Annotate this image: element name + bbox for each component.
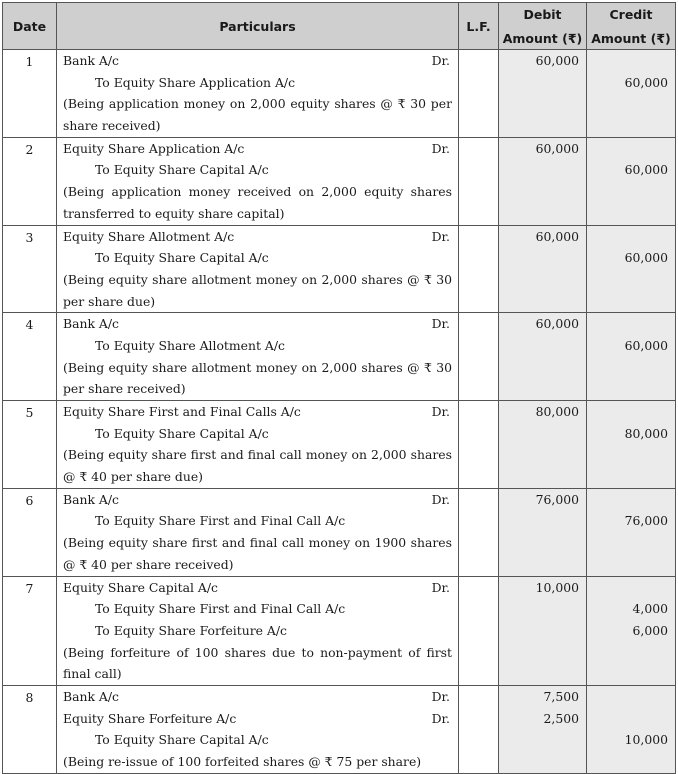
dr-label: Dr. bbox=[431, 140, 450, 156]
header-credit-line2: Amount (₹) bbox=[591, 30, 671, 46]
narration-line: (Being application money received on 2,000 equity shares bbox=[63, 184, 452, 200]
debit-amount: 60,000 bbox=[535, 316, 579, 332]
dr-label: Dr. bbox=[431, 228, 450, 244]
debit-amount: 7,500 bbox=[543, 688, 579, 704]
entry-credit bbox=[587, 401, 676, 489]
entry-credit bbox=[587, 313, 676, 401]
entry-debit bbox=[499, 576, 587, 685]
entry-lf bbox=[459, 225, 499, 313]
entry-particulars bbox=[57, 137, 459, 225]
entry-lf bbox=[459, 50, 499, 138]
entry-particulars bbox=[57, 225, 459, 313]
journal-entry-8 bbox=[3, 685, 676, 773]
narration-line: (Being re-issue of 100 forfeited shares @ ₹ 75 per share) bbox=[63, 754, 422, 769]
debit-account-line bbox=[63, 401, 452, 423]
header-date: Date bbox=[3, 3, 57, 50]
debit-amount: 60,000 bbox=[535, 228, 579, 244]
credit-amount: 76,000 bbox=[624, 513, 668, 529]
narration-line: @ ₹ 40 per share due) bbox=[63, 469, 203, 485]
credit-amount: 60,000 bbox=[624, 74, 668, 90]
credit-amount: 4,000 bbox=[632, 601, 668, 617]
journal-entry-4 bbox=[3, 313, 676, 401]
entry-credit bbox=[587, 488, 676, 576]
entry-lf bbox=[459, 313, 499, 401]
debit-amount: 60,000 bbox=[535, 53, 579, 68]
narration-line: per share due) bbox=[63, 293, 156, 309]
journal-entry-3 bbox=[3, 225, 676, 313]
journal-entry-2 bbox=[3, 137, 676, 225]
debit-account: Equity Share Forfeiture A/c bbox=[63, 710, 237, 726]
entry-lf bbox=[459, 488, 499, 576]
credit-amount: 60,000 bbox=[624, 162, 668, 178]
entry-date: 4 bbox=[3, 313, 57, 401]
credit-account: To Equity Share First and Final Call A/c bbox=[95, 601, 346, 617]
entry-credit bbox=[587, 225, 676, 313]
dr-label: Dr. bbox=[431, 710, 450, 726]
narration-line: (Being application money on 2,000 equity shares @ ₹ 30 per bbox=[63, 96, 452, 112]
entry-credit bbox=[587, 685, 676, 773]
entry-date: 2 bbox=[3, 137, 57, 225]
entry-date: 7 bbox=[3, 576, 57, 685]
narration-line: per share received) bbox=[63, 381, 186, 397]
entry-credit bbox=[587, 137, 676, 225]
debit-amount: 60,000 bbox=[535, 140, 579, 156]
narration-line: (Being forfeiture of 100 shares due to non-payment of first bbox=[63, 644, 452, 660]
debit-account: Bank A/c bbox=[63, 688, 119, 704]
entry-date: 6 bbox=[3, 488, 57, 576]
dr-label: Dr. bbox=[431, 579, 450, 595]
debit-account-line bbox=[63, 708, 452, 730]
entry-debit bbox=[499, 137, 587, 225]
debit-account: Equity Share Allotment A/c bbox=[63, 228, 235, 244]
credit-amount: 80,000 bbox=[624, 425, 668, 441]
debit-account-line bbox=[63, 138, 452, 160]
journal-entry-6 bbox=[3, 488, 676, 576]
entry-lf bbox=[459, 576, 499, 685]
entry-date: 1 bbox=[3, 50, 57, 138]
narration-line: @ ₹ 40 per share received) bbox=[63, 556, 234, 572]
narration-line: (Being equity share allotment money on 2,000 shares @ ₹ 30 bbox=[63, 271, 452, 287]
credit-account: To Equity Share First and Final Call A/c bbox=[95, 513, 346, 529]
entry-particulars bbox=[57, 50, 459, 138]
debit-account: Bank A/c bbox=[63, 491, 119, 507]
debit-account-line bbox=[63, 489, 452, 511]
dr-label: Dr. bbox=[431, 404, 450, 419]
credit-amount: 60,000 bbox=[624, 337, 668, 353]
header-credit-line1: Credit bbox=[609, 6, 653, 22]
entry-particulars bbox=[57, 576, 459, 685]
debit-account-line bbox=[63, 226, 452, 248]
entry-debit bbox=[499, 225, 587, 313]
entry-lf bbox=[459, 137, 499, 225]
header-debit-line1: Debit bbox=[523, 6, 562, 22]
dr-label: Dr. bbox=[431, 491, 450, 507]
credit-account: To Equity Share Forfeiture A/c bbox=[95, 622, 287, 638]
entry-particulars bbox=[57, 313, 459, 401]
debit-account-line bbox=[63, 50, 452, 72]
debit-amount: 76,000 bbox=[535, 491, 579, 507]
entry-debit bbox=[499, 313, 587, 401]
journal-entries-table bbox=[2, 2, 676, 774]
narration-line: transferred to equity share capital) bbox=[63, 205, 285, 221]
header-lf: L.F. bbox=[459, 3, 499, 50]
entry-debit bbox=[499, 685, 587, 773]
credit-amount: 60,000 bbox=[624, 250, 668, 266]
narration-line: share received) bbox=[63, 118, 161, 134]
journal-entry-1 bbox=[3, 50, 676, 138]
header-debit bbox=[499, 3, 587, 50]
debit-account: Bank A/c bbox=[63, 53, 119, 68]
debit-account: Equity Share Capital A/c bbox=[63, 579, 218, 595]
entry-lf bbox=[459, 685, 499, 773]
header-particulars: Particulars bbox=[57, 3, 459, 50]
credit-amount: 6,000 bbox=[632, 622, 668, 638]
entry-date: 5 bbox=[3, 401, 57, 489]
entry-date: 3 bbox=[3, 225, 57, 313]
debit-amount: 2,500 bbox=[543, 710, 579, 726]
debit-account-line bbox=[63, 577, 452, 599]
dr-label: Dr. bbox=[431, 316, 450, 332]
header-debit-line2: Amount (₹) bbox=[502, 30, 583, 46]
entry-particulars bbox=[57, 401, 459, 489]
entry-lf bbox=[459, 401, 499, 489]
entry-credit bbox=[587, 576, 676, 685]
debit-account-line bbox=[63, 686, 452, 708]
header-credit bbox=[587, 3, 676, 50]
entry-particulars bbox=[57, 488, 459, 576]
entry-credit bbox=[587, 50, 676, 138]
credit-amount: 10,000 bbox=[624, 732, 668, 748]
narration-line: (Being equity share allotment money on 2,000 shares @ ₹ 30 bbox=[63, 359, 452, 375]
entry-debit bbox=[499, 401, 587, 489]
credit-account: To Equity Share Capital A/c bbox=[95, 425, 269, 441]
dr-label: Dr. bbox=[431, 53, 450, 68]
credit-account: To Equity Share Allotment A/c bbox=[95, 337, 285, 353]
header-row bbox=[3, 3, 676, 50]
credit-account: To Equity Share Capital A/c bbox=[95, 162, 269, 178]
credit-account: To Equity Share Application A/c bbox=[95, 74, 296, 90]
debit-account: Bank A/c bbox=[63, 316, 119, 332]
debit-account: Equity Share First and Final Calls A/c bbox=[63, 404, 301, 419]
entry-debit bbox=[499, 488, 587, 576]
narration-line: (Being equity share first and final call money on 1900 shares bbox=[63, 535, 452, 551]
entry-debit bbox=[499, 50, 587, 138]
journal-entry-5 bbox=[3, 401, 676, 489]
credit-account: To Equity Share Capital A/c bbox=[95, 732, 269, 748]
credit-account: To Equity Share Capital A/c bbox=[95, 250, 269, 266]
dr-label: Dr. bbox=[431, 688, 450, 704]
debit-account-line bbox=[63, 313, 452, 335]
debit-amount: 80,000 bbox=[535, 404, 579, 419]
journal-entry-7 bbox=[3, 576, 676, 685]
narration-line: (Being equity share first and final call money on 2,000 shares bbox=[63, 447, 452, 463]
entry-particulars bbox=[57, 685, 459, 773]
entry-date: 8 bbox=[3, 685, 57, 773]
debit-amount: 10,000 bbox=[535, 579, 579, 595]
debit-account: Equity Share Application A/c bbox=[63, 140, 245, 156]
narration-line: final call) bbox=[63, 666, 122, 682]
